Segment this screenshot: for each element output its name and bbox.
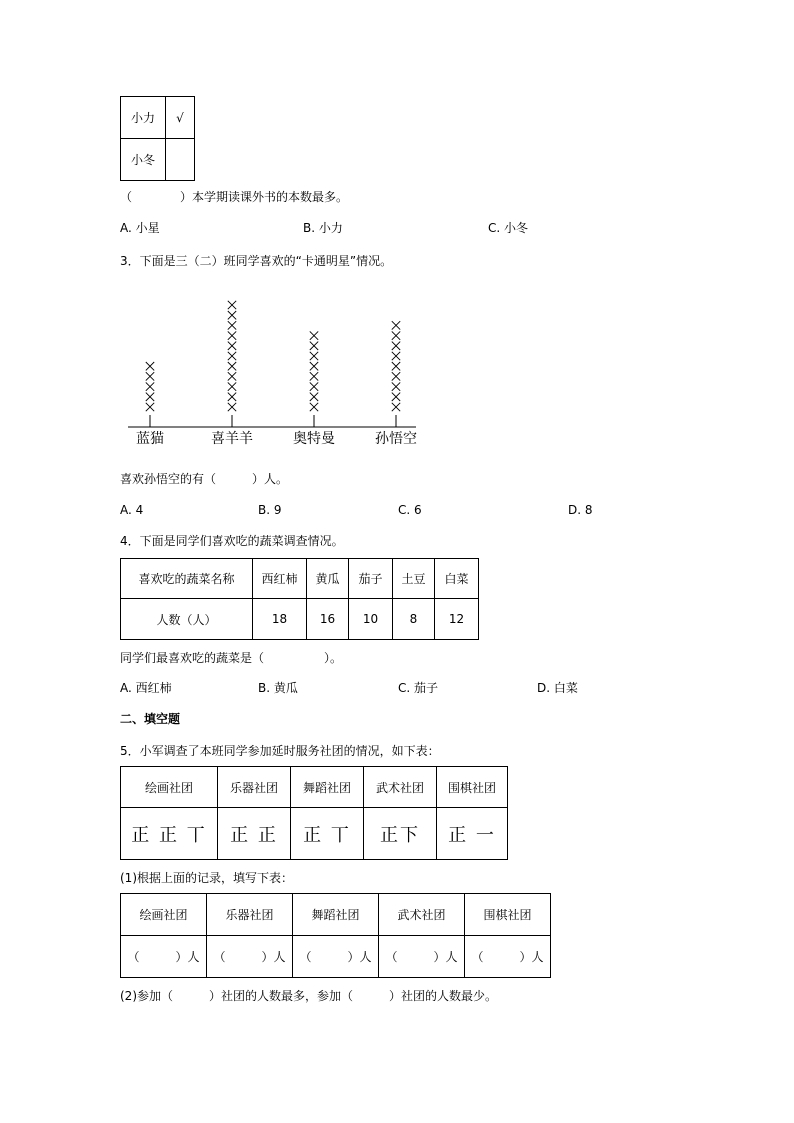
tally-cell: 正 正 丅 [121, 808, 218, 860]
tally-cross-mark [310, 403, 318, 411]
tally-cross-mark [310, 331, 318, 339]
tally-cross-mark [392, 372, 400, 380]
section-title: 二、填空题 [120, 712, 181, 726]
club-header-cell: 武术社团 [364, 767, 437, 808]
tally-cell: 正 正 [218, 808, 291, 860]
q5-part1: (1)根据上面的记录，填写下表： [120, 871, 293, 885]
club-header-cell: 舞蹈社团 [291, 767, 364, 808]
q3-option-c: C. 6 [398, 503, 422, 517]
q4-option-c: C. 茄子 [398, 681, 439, 695]
q4-option-d: D. 白菜 [537, 681, 578, 695]
vegetable-header-cell: 喜欢吃的蔬菜名称 [121, 559, 253, 599]
q2-stem: （ ）本学期读课外书的本数最多。 [120, 190, 349, 204]
club-header-cell: 围棋社团 [437, 767, 508, 808]
q3-question: 喜欢孙悟空的有（ ）人。 [120, 472, 289, 486]
chart-category-label: 奥特曼 [293, 431, 335, 447]
answer-blank-cell[interactable]: （ ）人 [207, 936, 293, 978]
q3-title: 3．下面是三（二）班同学喜欢的“卡通明星”情况。 [120, 254, 393, 268]
tally-cross-mark [228, 301, 236, 309]
q2-option-a: A. 小星 [120, 221, 160, 235]
tally-cross-mark [392, 382, 400, 390]
vegetable-count-cell: 10 [349, 599, 393, 640]
vegetable-count-cell: 18 [253, 599, 307, 640]
vegetable-row-label: 人数（人） [121, 599, 253, 640]
club-header-cell: 绘画社团 [121, 894, 207, 936]
vegetable-count-cell: 12 [435, 599, 479, 640]
vegetable-header-cell: 西红柿 [253, 559, 307, 599]
tally-cross-mark [146, 403, 154, 411]
tally-cross-mark [392, 393, 400, 401]
tally-cross-mark [310, 372, 318, 380]
q4-question: 同学们最喜欢吃的蔬菜是（ ）。 [120, 651, 343, 665]
tally-cross-mark [146, 393, 154, 401]
q2-mark-cell [166, 139, 195, 181]
tally-cross-mark [392, 362, 400, 370]
vegetable-header-cell: 白菜 [435, 559, 479, 599]
tally-cross-mark [310, 342, 318, 350]
q2-table [120, 96, 195, 181]
answer-blank-cell[interactable]: （ ）人 [465, 936, 551, 978]
tally-cross-mark [228, 311, 236, 319]
club-header-cell: 乐器社团 [207, 894, 293, 936]
cartoon-pictograph [120, 285, 430, 450]
q2-name-cell: 小力 [121, 97, 166, 139]
q3-option-a: A. 4 [120, 503, 144, 517]
tally-cross-mark [228, 321, 236, 329]
tally-cross-mark [228, 403, 236, 411]
tally-cross-mark [146, 362, 154, 370]
q5-title: 5．小军调查了本班同学参加延时服务社团的情况，如下表： [120, 744, 440, 758]
tally-cross-mark [228, 352, 236, 360]
tally-cell: 正下 [364, 808, 437, 860]
tally-cross-mark [228, 393, 236, 401]
vegetable-header-cell: 茄子 [349, 559, 393, 599]
tally-cross-mark [228, 362, 236, 370]
tally-cross-mark [392, 352, 400, 360]
tally-cell: 正 一 [437, 808, 508, 860]
q4-option-a: A. 西红柿 [120, 681, 172, 695]
q4-option-b: B. 黄瓜 [258, 681, 298, 695]
tally-cross-mark [228, 331, 236, 339]
tally-cross-mark [310, 362, 318, 370]
tally-cell: 正 丅 [291, 808, 364, 860]
tally-cross-mark [228, 372, 236, 380]
club-fill-table [120, 893, 551, 978]
tally-cross-mark [392, 331, 400, 339]
q3-option-b: B. 9 [258, 503, 282, 517]
chart-category-label: 喜羊羊 [211, 431, 253, 447]
tally-cross-mark [228, 342, 236, 350]
tally-cross-mark [392, 403, 400, 411]
tally-cross-mark [310, 352, 318, 360]
tally-cross-mark [228, 382, 236, 390]
vegetable-table [120, 558, 479, 640]
club-header-cell: 绘画社团 [121, 767, 218, 808]
tally-cross-mark [392, 321, 400, 329]
answer-blank-cell[interactable]: （ ）人 [293, 936, 379, 978]
q2-option-b: B. 小力 [303, 221, 343, 235]
vegetable-count-cell: 8 [393, 599, 435, 640]
club-header-cell: 乐器社团 [218, 767, 291, 808]
vegetable-count-cell: 16 [307, 599, 349, 640]
answer-blank-cell[interactable]: （ ）人 [121, 936, 207, 978]
q2-name-cell: 小冬 [121, 139, 166, 181]
q3-option-d: D. 8 [568, 503, 593, 517]
answer-blank-cell[interactable]: （ ）人 [379, 936, 465, 978]
q2-option-c: C. 小冬 [488, 221, 529, 235]
chart-category-label: 蓝猫 [136, 431, 164, 447]
q4-title: 4．下面是同学们喜欢吃的蔬菜调查情况。 [120, 534, 344, 548]
club-header-cell: 围棋社团 [465, 894, 551, 936]
tally-cross-mark [146, 372, 154, 380]
tally-cross-mark [310, 382, 318, 390]
club-tally-table [120, 766, 508, 860]
tally-cross-mark [146, 382, 154, 390]
tally-cross-mark [392, 342, 400, 350]
q5-part2: (2)参加（ ）社团的人数最多，参加（ ）社团的人数最少。 [120, 989, 498, 1003]
q2-mark-cell: √ [166, 97, 195, 139]
tally-cross-mark [310, 393, 318, 401]
vegetable-header-cell: 黄瓜 [307, 559, 349, 599]
chart-category-label: 孙悟空 [375, 431, 417, 447]
club-header-cell: 武术社团 [379, 894, 465, 936]
club-header-cell: 舞蹈社团 [293, 894, 379, 936]
vegetable-header-cell: 土豆 [393, 559, 435, 599]
